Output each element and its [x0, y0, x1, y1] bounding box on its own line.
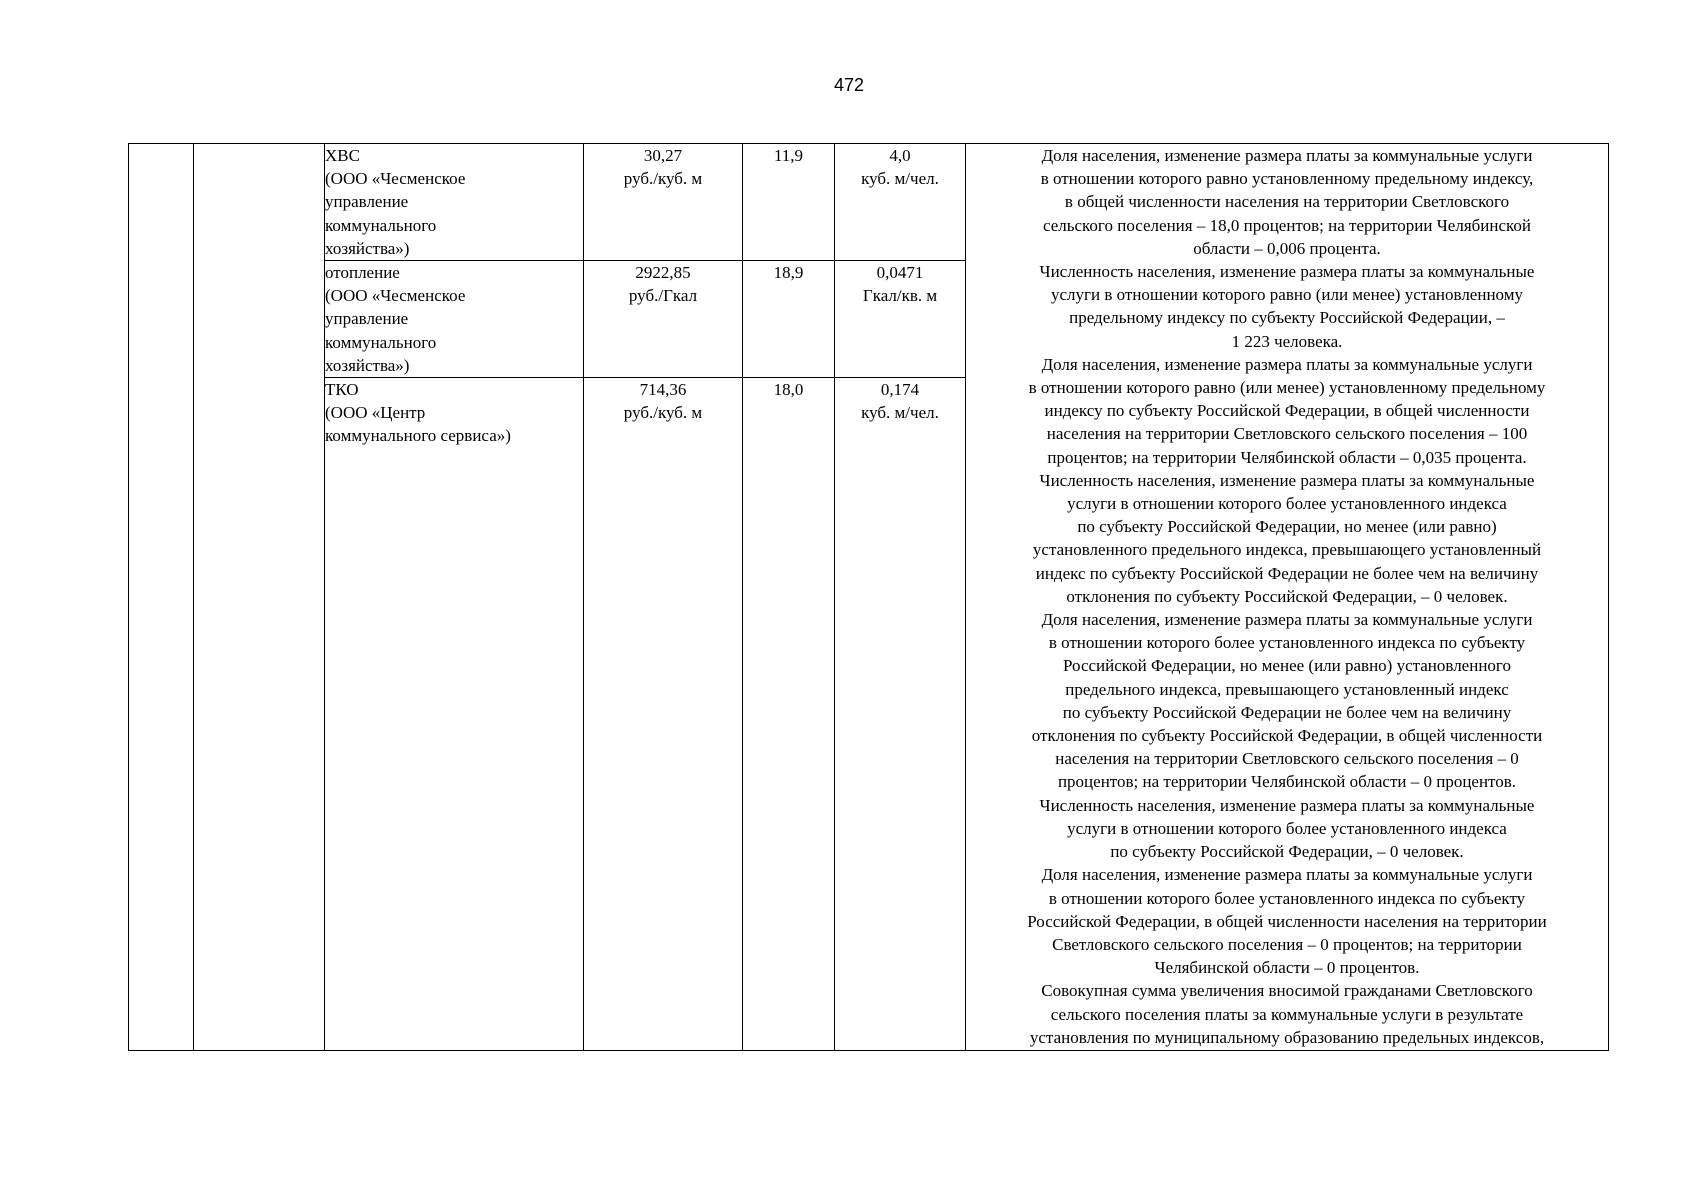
description-line: по субъекту Российской Федерации не более чем на величину — [1062, 702, 1512, 722]
description-line: в отношении которого более установленного индекса по субъекту — [1048, 888, 1526, 908]
description-line: в отношении которого более установленного индекса по субъекту — [1048, 633, 1526, 653]
description-line: по субъекту Российской Федерации, – 0 человек. — [1110, 842, 1464, 862]
description-line: Челябинской области – 0 процентов. — [1154, 958, 1420, 978]
description-line: отклонения по субъекту Российской Федерации, в общей численности — [1031, 726, 1543, 746]
table-row — [129, 144, 1609, 261]
service-name-cell: ХВС (ООО «Чесменское управление коммунального хозяйства») — [325, 144, 584, 261]
description-line: населения на территории Светловского сельского поселения – 100 — [1046, 424, 1528, 444]
norm-cell: 0,174 куб. м/чел. — [835, 378, 966, 1051]
description-line: Совокупная сумма увеличения вносимой гражданами Светловского — [1041, 981, 1533, 1001]
description-cell — [966, 144, 1609, 1051]
description-line: в отношении которого равно установленному предельному индексу, — [1040, 169, 1534, 189]
description-line: области – 0,006 процента. — [1193, 238, 1381, 258]
description-line: индексу по субъекту Российской Федерации, в общей численности — [1044, 401, 1530, 421]
description-line: Российской Федерации, в общей численности населения на территории — [1027, 911, 1547, 931]
index-cell: 18,9 — [743, 261, 835, 378]
description-line: отклонения по субъекту Российской Федерации, – 0 человек. — [1066, 586, 1508, 606]
description-line: сельского поселения – 18,0 процентов; на территории Челябинской — [1042, 215, 1532, 235]
index-cell: 11,9 — [743, 144, 835, 261]
empty-cell-municipality — [194, 144, 325, 1051]
description-line: Доля населения, изменение размера платы за коммунальные услуги — [1041, 146, 1533, 165]
service-name-cell: ТКО (ООО «Центр коммунального сервиса») — [325, 378, 584, 1051]
description-line: услуги в отношении которого равно (или менее) установленному — [1051, 285, 1523, 305]
page-number: 472 — [833, 75, 865, 95]
description-line: процентов; на территории Челябинской области – 0 процентов. — [1057, 772, 1517, 792]
description-line: Доля населения, изменение размера платы за коммунальные услуги — [1041, 865, 1533, 885]
description-line: предельного индекса, превышающего установленный индекс — [1065, 679, 1509, 699]
description-line: Численность населения, изменение размера платы за коммунальные — [1039, 470, 1535, 490]
tariff-cell: 714,36 руб./куб. м — [584, 378, 743, 1051]
description-line: Светловского сельского поселения – 0 процентов; на территории — [1052, 934, 1522, 954]
description-line: по субъекту Российской Федерации, но менее (или равно) — [1077, 517, 1497, 537]
description-line: сельского поселения платы за коммунальные услуги в результате — [1050, 1004, 1524, 1024]
tariff-cell: 30,27 руб./куб. м — [584, 144, 743, 261]
description-line: Численность населения, изменение размера платы за коммунальные — [1039, 795, 1535, 815]
description-line: услуги в отношении которого более установленного индекса — [1067, 818, 1507, 838]
description-text — [966, 144, 1608, 1049]
empty-cell-number — [129, 144, 194, 1051]
norm-cell: 4,0 куб. м/чел. — [835, 144, 966, 261]
tariff-cell: 2922,85 руб./Гкал — [584, 261, 743, 378]
description-line: населения на территории Светловского сельского поселения – 0 — [1055, 749, 1519, 769]
description-line: в отношении которого равно (или менее) установленному предельному — [1028, 378, 1546, 398]
description-line: в общей численности населения на территории Светловского — [1064, 192, 1510, 212]
description-line: Доля населения, изменение размера платы за коммунальные услуги — [1041, 354, 1533, 374]
description-line: установления по муниципальному образованию предельных индексов, — [1029, 1027, 1545, 1047]
description-line: услуги в отношении которого более установленного индекса — [1067, 494, 1507, 514]
description-line: 1 223 человека. — [1231, 331, 1343, 351]
description-line: Доля населения, изменение размера платы за коммунальные услуги — [1041, 610, 1533, 630]
description-line: предельному индексу по субъекту Российской Федерации, – — [1069, 308, 1505, 328]
tariff-table — [128, 143, 1609, 1051]
description-line: Российской Федерации, но менее (или равно) установленного — [1063, 656, 1511, 676]
description-line: процентов; на территории Челябинской области – 0,035 процента. — [1047, 447, 1527, 467]
index-cell: 18,0 — [743, 378, 835, 1051]
norm-cell: 0,0471 Гкал/кв. м — [835, 261, 966, 378]
description-line: индекс по субъекту Российской Федерации не более чем на величину — [1035, 563, 1539, 583]
description-line: Численность населения, изменение размера платы за коммунальные — [1039, 262, 1535, 282]
service-name-cell: отопление (ООО «Чесменское управление коммунального хозяйства») — [325, 261, 584, 378]
description-line: установленного предельного индекса, превышающего установленный — [1032, 540, 1542, 560]
